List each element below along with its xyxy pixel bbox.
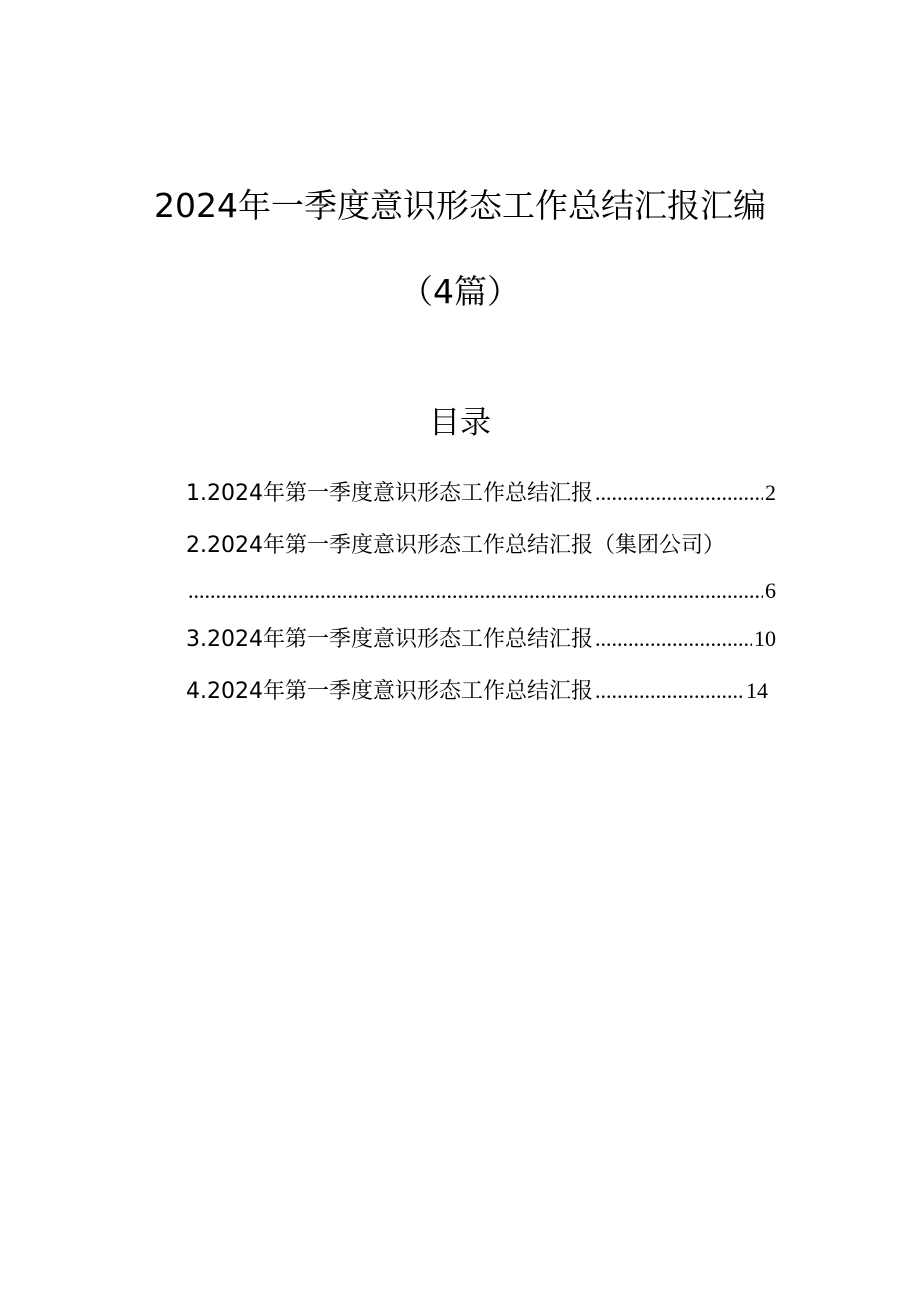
toc-leader-dots — [188, 576, 763, 606]
toc-heading: 目录 — [429, 405, 491, 441]
toc-page-number: 10 — [754, 626, 776, 651]
toc-leader-dots — [595, 624, 752, 654]
toc-entry-2[interactable] — [186, 531, 776, 561]
toc-entry-1[interactable] — [186, 478, 776, 508]
toc-entry-label: 3.2024年第一季度意识形态工作总结汇报 — [186, 627, 593, 652]
toc-entry-3[interactable] — [186, 624, 776, 654]
toc-page-number: 2 — [765, 480, 776, 505]
toc-page-number: 14 — [746, 678, 768, 703]
toc-entry-2-continuation[interactable] — [186, 576, 776, 606]
toc-page-number: 6 — [765, 578, 776, 603]
document-title: 2024年一季度意识形态工作总结汇报汇编 — [154, 186, 766, 225]
toc-entry-label: 1.2024年第一季度意识形态工作总结汇报 — [186, 481, 593, 506]
document-subtitle: （4篇） — [400, 272, 520, 311]
toc-entry-label: 2.2024年第一季度意识形态工作总结汇报（集团公司） — [186, 533, 725, 558]
toc-leader-dots — [595, 478, 763, 508]
toc-leader-dots — [595, 676, 744, 706]
toc-entry-4[interactable] — [186, 676, 768, 706]
toc-entry-label: 4.2024年第一季度意识形态工作总结汇报 — [186, 679, 593, 704]
